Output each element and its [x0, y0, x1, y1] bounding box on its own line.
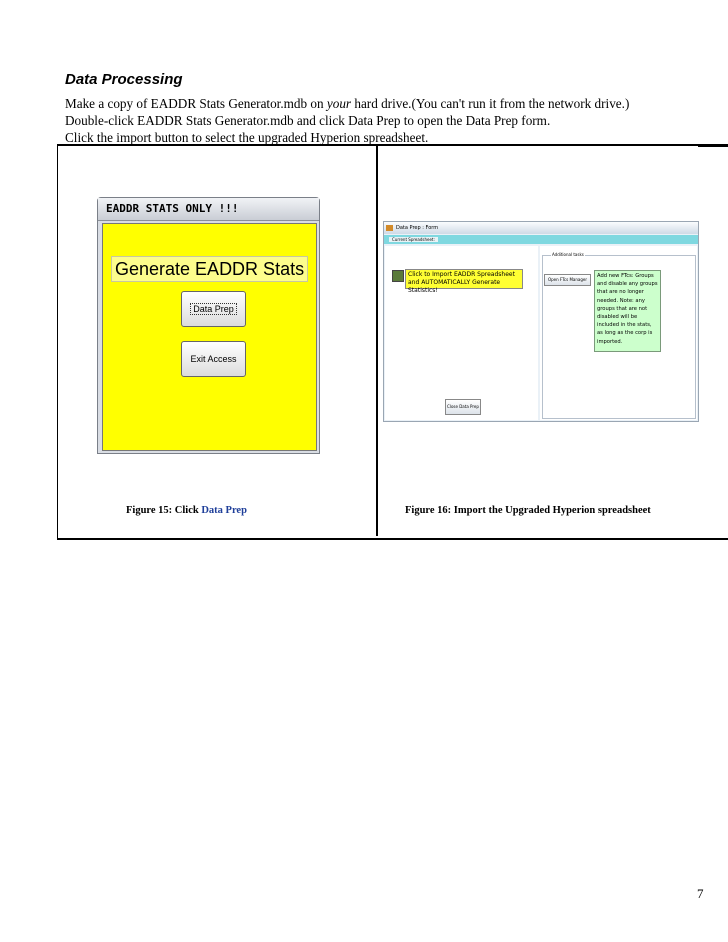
- instruction-emphasis: your: [326, 96, 352, 111]
- instruction-text: Make a copy of EADDR Stats Generator.mdb on: [65, 96, 327, 111]
- switchboard-body: [102, 223, 317, 451]
- current-spreadsheet-label: Current Spreadsheet:: [389, 237, 438, 242]
- data-prep-button[interactable]: [181, 291, 246, 327]
- data-prep-button-label: Data Prep: [190, 303, 237, 315]
- data-prep-title-bar: [384, 222, 698, 234]
- switchboard-title-bar: EADDR STATS ONLY !!!: [98, 198, 319, 221]
- open-ftcs-manager-button[interactable]: Open FTcs Manager: [544, 274, 591, 286]
- instructions-paragraph: [65, 95, 725, 146]
- figure-16-caption: Figure 16: Import the Upgraded Hyperion spreadsheet: [405, 505, 651, 516]
- close-data-prep-button[interactable]: Close Data Prep: [445, 399, 481, 415]
- figure-15-screenshot: [97, 197, 320, 454]
- figure-table-divider: [376, 146, 378, 536]
- instruction-text: hard drive.(You can't run it from the network drive.): [351, 96, 630, 111]
- section-heading: Data Processing: [65, 71, 183, 88]
- form-icon: [386, 225, 393, 231]
- exit-access-button-label: Exit Access: [190, 354, 237, 364]
- caption-text: Figure 15: Click: [126, 505, 202, 516]
- instruction-line-1: [65, 95, 725, 112]
- figure-15-caption: [126, 505, 247, 516]
- instruction-line-2: Double-click EADDR Stats Generator.mdb and click Data Prep to open the Data Prep form.: [65, 113, 551, 128]
- excel-import-icon[interactable]: [392, 270, 404, 282]
- generate-stats-label: Generate EADDR Stats: [111, 256, 308, 282]
- additional-tasks-label: Additional tasks: [552, 252, 584, 257]
- instruction-line-3: Click the import button to select the upgraded Hyperion spreadsheet.: [65, 130, 429, 145]
- figure-table-edge: [698, 144, 728, 147]
- page-number: 7: [697, 886, 704, 901]
- caption-highlight: Data Prep: [201, 505, 247, 516]
- import-spreadsheet-label: Click to Import EADDR Spreadsheet and AUTOMATICALLY Generate Statistics!: [405, 269, 523, 289]
- figure-16-screenshot: [383, 221, 699, 422]
- exit-access-button[interactable]: [181, 341, 246, 377]
- ftcs-note: Add new FTcs: Groups and disable any groups that are no longer needed. Note: any groups that are not disabled will be included in the stats, as long as the corp is imported.: [594, 270, 661, 352]
- current-spreadsheet-bar: [384, 235, 698, 244]
- data-prep-title: Data Prep : Form: [396, 225, 439, 231]
